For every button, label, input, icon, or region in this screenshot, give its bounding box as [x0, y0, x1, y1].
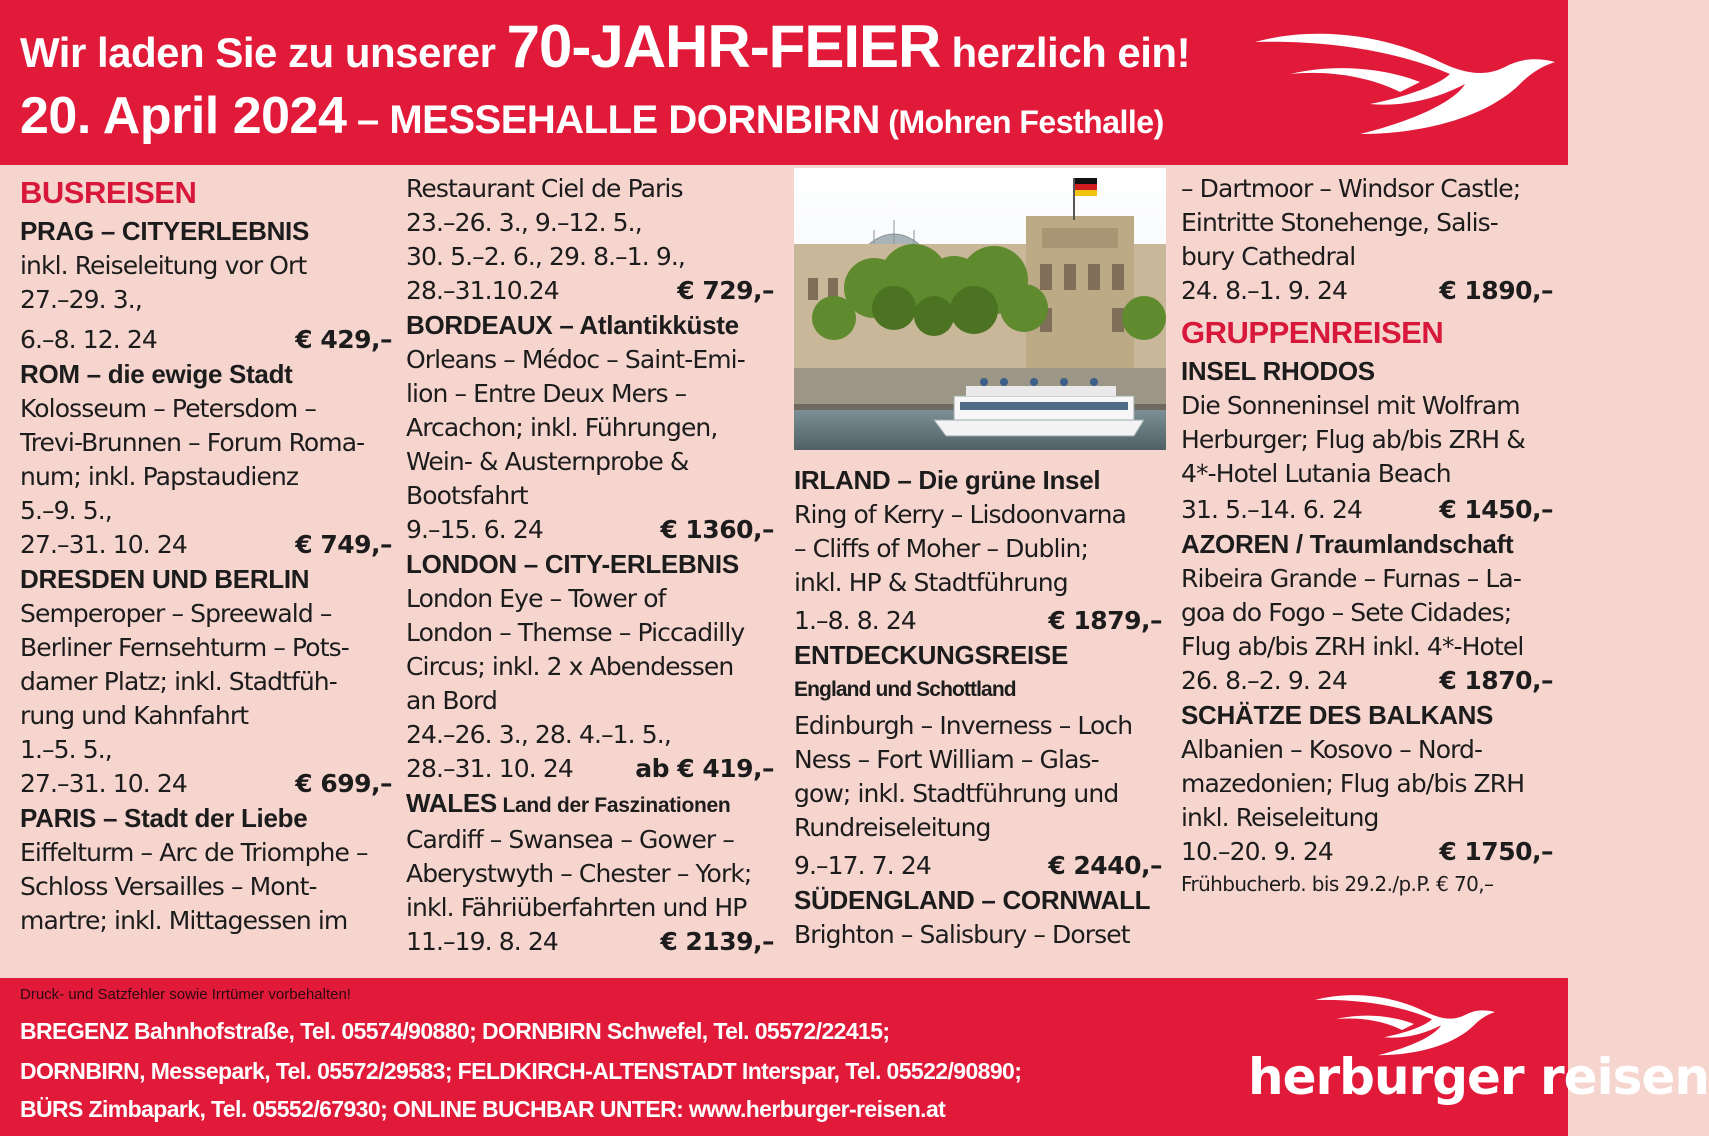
trip-suedengland-continued [1181, 172, 1553, 308]
trip-price-row [406, 513, 774, 547]
early-booking-note: Frühbucherb. bis 29.2./p.P. € 70,– [1181, 872, 1494, 896]
trip-title-suffix: Land der Faszinationen [496, 794, 731, 817]
trip-prag [20, 214, 392, 357]
trip-price: € 429,– [295, 325, 392, 354]
trip-title-main: WALES [406, 788, 497, 818]
trip-price-row [406, 752, 774, 786]
trip-rhodos [1181, 354, 1553, 527]
trip-entdeckungsreise [794, 638, 1162, 883]
trip-title [406, 308, 774, 343]
trip-date: 1.–8. 8. 24 [794, 606, 916, 635]
trip-title: SÜDENGLAND – CORNWALL [794, 885, 1151, 915]
trip-price: € 729,– [677, 276, 774, 305]
trip-date: 31. 5.–14. 6. 24 [1181, 495, 1362, 524]
trip-description: Brighton – Salisbury – Dorset [794, 920, 1130, 949]
trip-price-row [20, 528, 392, 562]
trip-london [406, 547, 774, 786]
trip-price-row [1181, 493, 1553, 527]
reichstag-photo [794, 168, 1166, 450]
trip-paris-continued [406, 172, 774, 308]
column-3 [794, 463, 1162, 978]
trip-date: 9.–15. 6. 24 [406, 515, 543, 544]
trip-price: € 2139,– [660, 927, 774, 956]
trip-price-row [20, 767, 392, 801]
trip-price-row [20, 323, 392, 357]
section-title-busreisen: BUSREISEN [20, 175, 197, 210]
trip-date: 27.–31. 10. 24 [20, 769, 187, 798]
trip-title: ENTDECKUNGSREISE [794, 640, 1069, 670]
headline-event: 70-JAHR-FEIER [506, 13, 941, 80]
trip-price-row [1181, 664, 1553, 698]
column-2 [406, 172, 774, 978]
trip-dresden [20, 562, 392, 801]
trip-price: € 1870,– [1439, 666, 1553, 695]
trip-price: € 1450,– [1439, 495, 1553, 524]
trip-price-row [794, 604, 1162, 638]
trip-date: 26. 8.–2. 9. 24 [1181, 666, 1347, 695]
trip-description: Ribeira Grande – Furnas – La- goa do Fogo – Sete Cidades; Flug ab/bis ZRH inkl. 4*-Hotel [1181, 564, 1524, 661]
trip-description: Semperoper – Spreewald – Berliner Fernsehturm – Pots- damer Platz; inkl. Stadtfüh- rung und Kahnfahrt 1.–5. 5., [20, 599, 349, 764]
trip-balkan [1181, 698, 1553, 899]
trip-irland [794, 463, 1162, 638]
trip-price: € 1360,– [660, 515, 774, 544]
trip-title: DRESDEN UND BERLIN [20, 564, 310, 594]
trip-rom [20, 357, 392, 562]
trip-title: LONDON – CITY-ERLEBNIS [406, 549, 739, 579]
trip-wales [406, 786, 774, 959]
event-venue: – MESSEHALLE DORNBIRN [346, 98, 880, 142]
headline-part: herzlich ein! [940, 29, 1191, 76]
trip-date: 10.–20. 9. 24 [1181, 837, 1333, 866]
trip-suedengland-start [794, 883, 1162, 952]
trip-description: Albanien – Kosovo – Nord- mazedonien; Flug ab/bis ZRH inkl. Reiseleitung [1181, 735, 1525, 832]
trip-date: 27.–31. 10. 24 [20, 530, 187, 559]
trip-date: 11.–19. 8. 24 [406, 927, 558, 956]
trip-subtitle: England und Schottland [794, 678, 1016, 701]
disclaimer-text: Druck- und Satzfehler sowie Irrtümer vorbehalten! [20, 986, 351, 1003]
trip-price: € 699,– [295, 769, 392, 798]
trip-description: Cardiff – Swansea – Gower – Aberystwyth – Chester – York; inkl. Fähriüberfahrten und HP [406, 825, 752, 922]
trip-price-row [1181, 835, 1553, 869]
trip-price: ab € 419,– [635, 754, 774, 783]
trip-description: Kolosseum – Petersdom – Trevi-Brunnen – Forum Roma- num; inkl. Papstaudienz 5.–9. 5., [20, 394, 365, 525]
trip-date: 28.–31. 10. 24 [406, 754, 573, 783]
contact-line-1: BREGENZ Bahnhofstraße, Tel. 05574/90880; DORNBIRN Schwefel, Tel. 05572/22415; [20, 1018, 890, 1044]
trip-title: SCHÄTZE DES BALKANS [1181, 700, 1494, 730]
contact-line-3[interactable]: BÜRS Zimbapark, Tel. 05552/67930; ONLINE BUCHBAR UNTER: www.herburger-reisen.at [20, 1096, 946, 1122]
trip-description: Die Sonneninsel mit Wolfram Herburger; Flug ab/bis ZRH & 4*-Hotel Lutania Beach [1181, 391, 1525, 488]
trip-title: PRAG – CITYERLEBNIS [20, 216, 310, 246]
trip-price-row [794, 849, 1162, 883]
column-1 [20, 172, 392, 978]
trip-azoren [1181, 527, 1553, 698]
footer-banner [0, 978, 1709, 1136]
trip-price-row [1181, 274, 1553, 308]
trip-paris-start [20, 801, 392, 938]
trip-price-row [406, 274, 774, 308]
trip-date: 6.–8. 12. 24 [20, 325, 157, 354]
contact-line-2: DORNBIRN, Messepark, Tel. 05572/29583; FELDKIRCH-ALTENSTADT Interspar, Tel. 05522/90890; [20, 1058, 1022, 1084]
trip-title: AZOREN / Traumlandschaft [1181, 529, 1514, 559]
trip-date: 9.–17. 7. 24 [794, 851, 931, 880]
brand-logo-text: herburger reisen [1248, 1048, 1709, 1106]
trip-price-row [406, 925, 774, 959]
trip-title-main: BORDEAUX [406, 310, 553, 340]
column-4 [1181, 172, 1553, 978]
header-banner [0, 0, 1568, 165]
trip-bordeaux [406, 308, 774, 547]
trip-description: Eiffelturm – Arc de Triomphe – Schloss Versailles – Mont- martre; inkl. Mittagessen im [20, 838, 368, 935]
trip-description: Restaurant Ciel de Paris 23.–26. 3., 9.–12. 5., 30. 5.–2. 6., 29. 8.–1. 9., [406, 174, 685, 271]
trip-price: € 1750,– [1439, 837, 1553, 866]
invitation-headline [20, 12, 1190, 81]
bird-logo-icon [1250, 22, 1560, 142]
trip-description: Edinburgh – Inverness – Loch Ness – Fort William – Glas- gow; inkl. Stadtführung und Rundreiseleitung [794, 711, 1133, 842]
trip-date: 28.–31.10.24 [406, 276, 559, 305]
trip-date: 24. 8.–1. 9. 24 [1181, 276, 1347, 305]
trip-description: – Dartmoor – Windsor Castle; Eintritte Stonehenge, Salis- bury Cathedral [1181, 174, 1521, 271]
trip-price: € 1890,– [1439, 276, 1553, 305]
trip-description: Ring of Kerry – Lisdoonvarna – Cliffs of Moher – Dublin; inkl. HP & Stadtführung [794, 500, 1126, 597]
trip-title: INSEL RHODOS [1181, 356, 1375, 386]
headline-part: Wir laden Sie zu unserer [20, 29, 507, 76]
trip-description: Orleans – Médoc – Saint-Emi- lion – Entre Deux Mers – Arcachon; inkl. Führungen, Wein- & Austernprobe & Bootsfahrt [406, 345, 745, 510]
section-title-gruppenreisen: GRUPPENREISEN [1181, 315, 1444, 350]
event-venue-detail: (Mohren Festhalle) [879, 104, 1164, 140]
trip-price: € 2440,– [1048, 851, 1162, 880]
trip-description: London Eye – Tower of London – Themse – Piccadilly Circus; inkl. 2 x Abendessen an Bord 24.–26. 3., 28. 4.–1. 5., [406, 584, 745, 749]
trip-title [406, 786, 774, 823]
trip-description: inkl. Reiseleitung vor Ort 27.–29. 3., [20, 251, 307, 314]
trip-price: € 749,– [295, 530, 392, 559]
event-date: 20. April 2024 [20, 87, 347, 145]
event-date-location [20, 86, 1164, 146]
trip-price: € 1879,– [1048, 606, 1162, 635]
trip-title: IRLAND – Die grüne Insel [794, 465, 1101, 495]
trip-title-suffix: – Atlantikküste [552, 310, 739, 340]
trip-title: PARIS – Stadt der Liebe [20, 803, 308, 833]
trip-title: ROM – die ewige Stadt [20, 359, 293, 389]
